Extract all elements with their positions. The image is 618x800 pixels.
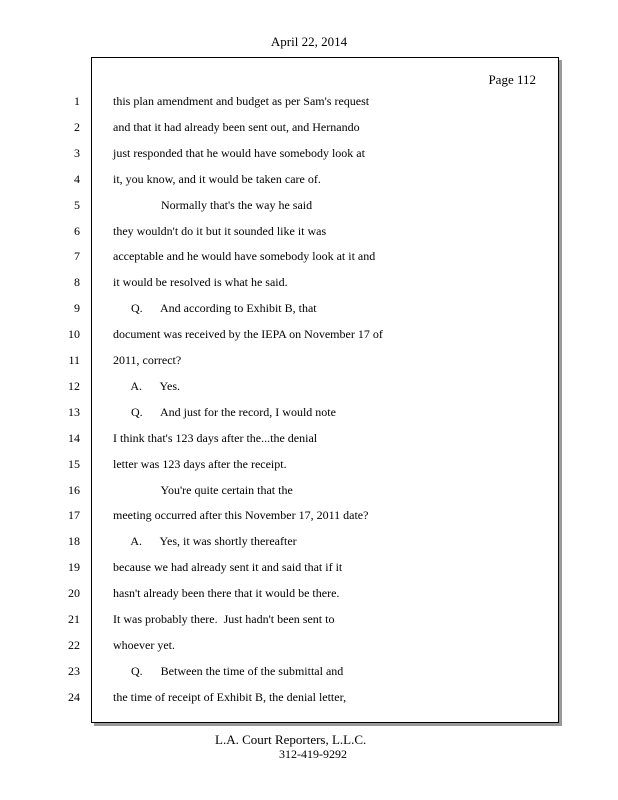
court-reporter-name: L.A. Court Reporters, L.L.C.: [215, 732, 367, 747]
transcript-line-text: document was received by the IEPA on November 17 of: [113, 327, 383, 342]
transcript-line-text: You're quite certain that the: [113, 482, 293, 497]
transcript-line-text: because we had already sent it and said that if it: [113, 560, 343, 575]
line-number: 16: [68, 482, 80, 497]
line-number: 4: [74, 171, 80, 186]
line-number: 17: [68, 508, 80, 523]
transcript-line-text: this plan amendment and budget as per Sam's request: [113, 94, 370, 108]
transcript-line-text: acceptable and he would have somebody look at it and: [113, 249, 376, 264]
transcript-line-text: letter was 123 days after the receipt.: [113, 456, 287, 471]
line-number: 6: [74, 223, 80, 238]
transcript-line-text: A. Yes, it was shortly thereafter: [113, 534, 297, 549]
line-number: 24: [68, 689, 80, 704]
line-number: 15: [68, 456, 80, 471]
transcript-line-text: hasn't already been there that it would be there.: [113, 586, 340, 601]
line-number: 22: [68, 637, 80, 652]
transcript-line-text: it, you know, and it would be taken care of.: [113, 171, 321, 186]
line-number: 12: [68, 378, 80, 393]
line-number: 11: [68, 353, 80, 367]
line-number: 2: [74, 119, 80, 134]
transcript-date: April 22, 2014: [270, 34, 348, 49]
line-number: 7: [74, 249, 80, 264]
line-number: 5: [74, 197, 80, 212]
line-number: 13: [68, 404, 80, 419]
transcript-line-text: 2011, correct?: [113, 353, 182, 367]
transcript-line-text: just responded that he would have somebody look at: [113, 145, 365, 160]
line-number: 23: [68, 663, 80, 678]
line-number: 14: [68, 430, 80, 445]
line-number: 19: [68, 560, 80, 575]
line-number: 3: [74, 145, 80, 160]
transcript-line-text: Q. And just for the record, I would note: [113, 404, 336, 419]
transcript-line-text: they wouldn't do it but it sounded like it was: [113, 223, 327, 238]
line-number: 9: [74, 301, 80, 316]
transcript-line-text: I think that's 123 days after the...the denial: [113, 430, 318, 445]
transcript-line-text: Normally that's the way he said: [113, 197, 313, 212]
line-number: 10: [68, 327, 80, 342]
line-number: 20: [68, 586, 80, 601]
transcript-line-text: Q. Between the time of the submittal and: [113, 663, 344, 678]
transcript-line-text: and that it had already been sent out, and Hernando: [113, 119, 360, 134]
transcript-line-text: meeting occurred after this November 17, 2011 date?: [113, 508, 369, 523]
court-reporter-phone: 312-419-9292: [279, 747, 347, 761]
transcript-line-text: the time of receipt of Exhibit B, the denial letter,: [113, 689, 347, 704]
line-number: 8: [74, 275, 80, 290]
transcript-line-text: Q. And according to Exhibit B, that: [113, 301, 317, 316]
line-number: 18: [68, 534, 80, 549]
transcript-line-text: it would be resolved is what he said.: [113, 275, 288, 290]
line-number: 1: [74, 94, 80, 108]
transcript-line-text: whoever yet.: [113, 637, 175, 652]
transcript-line-text: It was probably there. Just hadn't been sent to: [113, 612, 335, 626]
page-number: Page 112: [488, 72, 536, 87]
transcript-line-text: A. Yes.: [113, 378, 181, 393]
line-number: 21: [68, 612, 80, 626]
